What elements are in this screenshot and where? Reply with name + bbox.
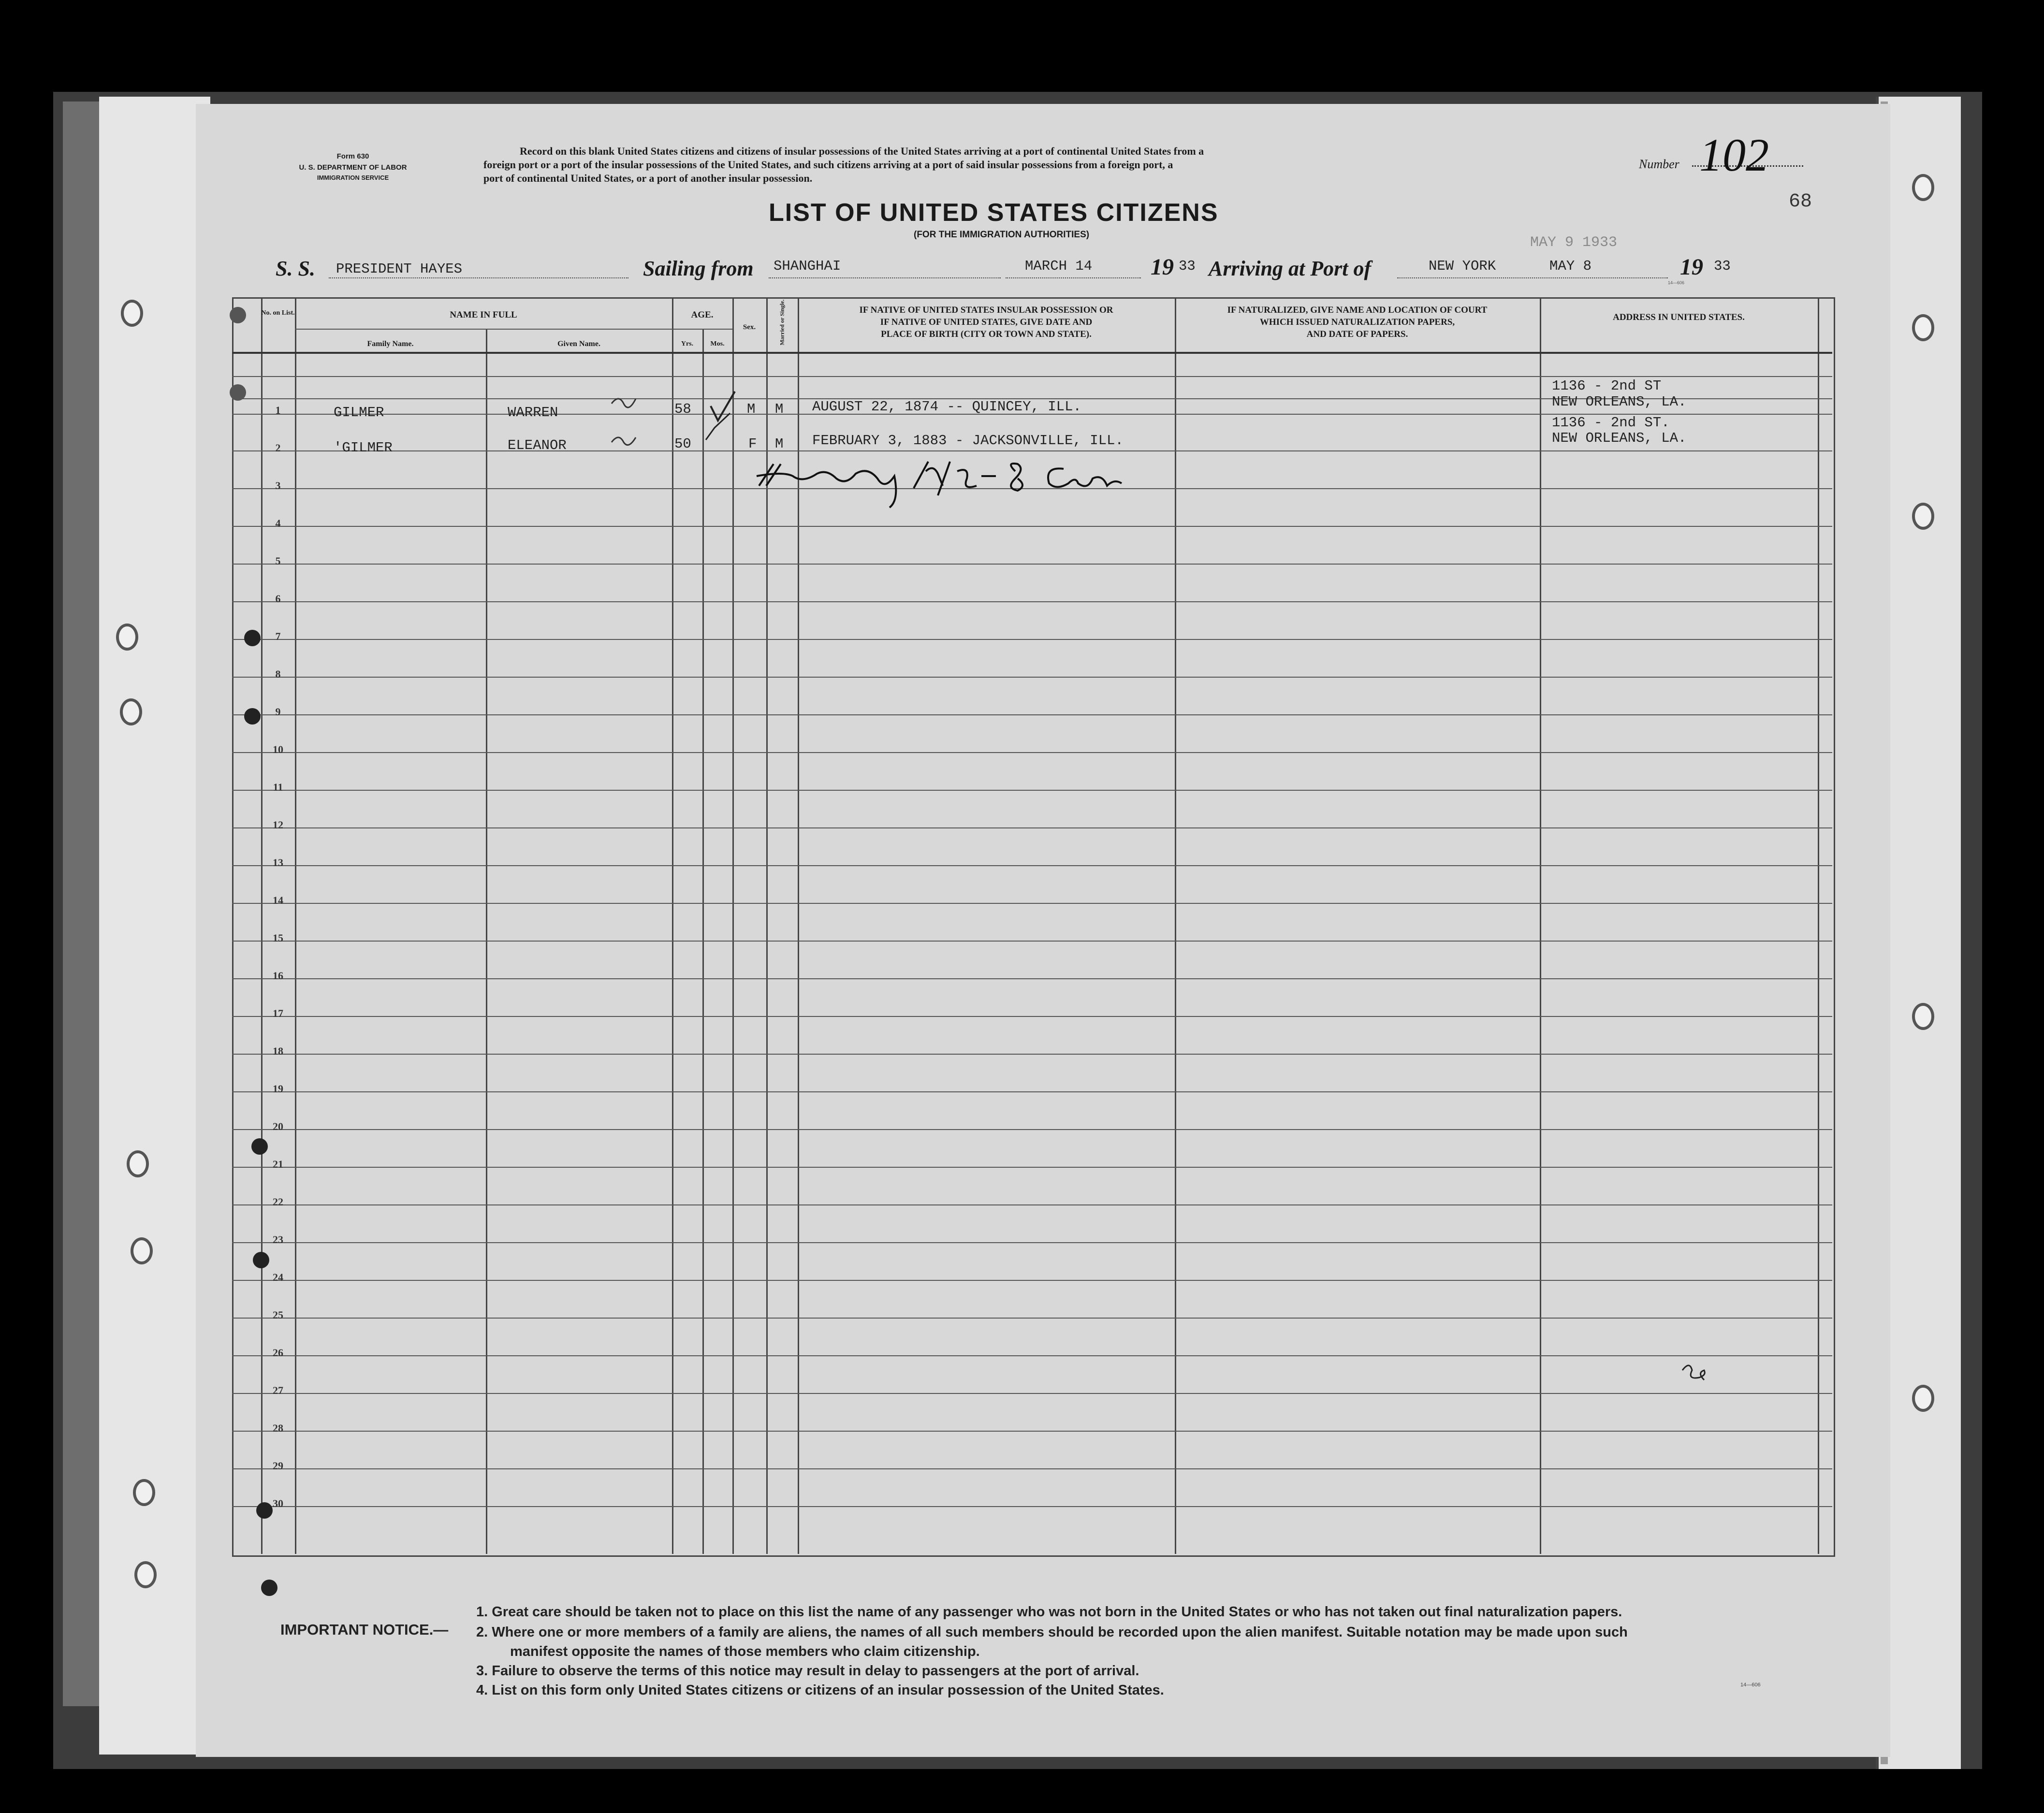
row-number: 4 [275, 517, 281, 529]
row-number: 22 [273, 1196, 283, 1208]
departure-year: 33 [1179, 258, 1196, 274]
col-header-birth-2: IF NATIVE OF UNITED STATES, GIVE DATE AND [880, 317, 1093, 327]
row-rule [232, 526, 1832, 527]
row-rule [232, 1506, 1832, 1507]
row-rule [232, 827, 1832, 828]
col-header-given-name: Given Name. [557, 340, 600, 348]
row-rule [232, 978, 1832, 979]
passenger-1-address-line-2: NEW ORLEANS, LA. [1552, 394, 1687, 410]
punch-hole [230, 307, 246, 323]
row-rule [232, 639, 1832, 640]
row-number: 28 [273, 1422, 283, 1434]
col-header-birth-3: PLACE OF BIRTH (CITY OR TOWN AND STATE). [881, 329, 1092, 339]
row-number: 15 [273, 932, 283, 944]
row-number: 12 [273, 819, 283, 831]
row-rule [232, 1016, 1832, 1017]
page-number: 68 [1789, 191, 1812, 213]
passenger-2-family-name: 'GILMER [334, 440, 393, 456]
row-number: 14 [273, 894, 283, 906]
punch-hole [1912, 1003, 1934, 1030]
notice-item-4: 4. List on this form only United States citizens or citizens of an insular possession of the United States. [476, 1682, 1164, 1698]
document-subtitle: (FOR THE IMMIGRATION AUTHORITIES) [914, 230, 1090, 240]
row-rule [232, 1242, 1832, 1243]
row-number: 5 [275, 555, 281, 567]
punch-hole [131, 1237, 153, 1264]
departure-year-prefix: 19 [1151, 254, 1174, 280]
row-rule [232, 752, 1832, 753]
row-number: 25 [273, 1309, 283, 1321]
row-number: 11 [273, 781, 283, 793]
passenger-1-marital-status: M [775, 401, 784, 417]
passenger-1-family-name: GILMER [334, 405, 384, 421]
passenger-2-address-line-1: 1136 - 2nd ST. [1552, 415, 1670, 431]
passenger-1-birth: AUGUST 22, 1874 -- QUINCEY, ILL. [812, 399, 1081, 415]
arrival-port-line [1397, 277, 1668, 278]
binding-ring [251, 1138, 268, 1155]
form-code-top: 14—606 [1668, 280, 1685, 285]
row-rule [232, 1204, 1832, 1205]
date-stamp: MAY 9 1933 [1530, 234, 1618, 251]
row-rule [232, 790, 1832, 791]
column-divider [732, 297, 734, 1554]
row-number: 21 [273, 1158, 283, 1170]
departure-date-line [1006, 277, 1141, 278]
binding-ring [244, 708, 261, 725]
underlying-sheet [99, 97, 210, 1755]
passenger-1-address-line-1: 1136 - 2nd ST [1552, 378, 1662, 394]
notice-item-2: 2. Where one or more members of a family are aliens, the names of all such members should be recorded upon the alien manifest. Suitable notation may be made upon such [476, 1624, 1628, 1640]
arriving-label: Arriving at Port of [1209, 257, 1372, 280]
sailing-from-line [769, 277, 1001, 278]
row-rule [232, 601, 1832, 602]
instructions-line-3: port of continental United States, or a port of another insular possession. [483, 172, 813, 184]
form-code-bottom: 14—606 [1740, 1682, 1761, 1688]
header-bottom-rule [232, 352, 1832, 354]
col-header-age: AGE. [691, 310, 714, 320]
col-header-months: Mos. [710, 340, 725, 348]
col-header-naturalization-1: IF NATURALIZED, GIVE NAME AND LOCATION OF COURT [1227, 305, 1488, 315]
binding-ring [244, 630, 261, 646]
punch-hole [230, 384, 246, 401]
notice-heading: IMPORTANT NOTICE.— [280, 1621, 449, 1638]
passenger-2-given-name: ELEANOR [508, 437, 567, 453]
passenger-2-address-line-2: NEW ORLEANS, LA. [1552, 430, 1687, 446]
row-rule [232, 1129, 1832, 1130]
binding-ring [256, 1502, 273, 1519]
binding-ring [253, 1252, 269, 1268]
passenger-1-sex: M [747, 401, 756, 417]
row-rule [232, 941, 1832, 942]
handwritten-mark [1678, 1361, 1711, 1385]
punch-hole [116, 624, 138, 651]
row-number: 13 [273, 856, 283, 869]
row-rule [232, 1091, 1832, 1092]
passenger-2-marital-status: M [775, 436, 784, 452]
row-rule [232, 564, 1832, 565]
row-number: 17 [273, 1007, 283, 1019]
col-header-no: No. on List. [261, 309, 295, 317]
ss-label: S. S. [276, 257, 315, 280]
header-subdivider [295, 329, 732, 330]
punch-hole [133, 1479, 155, 1506]
row-number: 8 [275, 668, 281, 680]
row-number: 3 [275, 479, 281, 492]
row-number: 26 [273, 1347, 283, 1359]
list-number: 102 [1699, 129, 1769, 181]
row-number: 23 [273, 1233, 283, 1246]
punch-hole [134, 1561, 157, 1588]
departure-date: MARCH 14 [1025, 258, 1093, 274]
department-name: U. S. DEPARTMENT OF LABOR [299, 163, 407, 172]
arrival-port: NEW YORK [1429, 258, 1496, 274]
row-rule [232, 1318, 1832, 1319]
document-title: LIST OF UNITED STATES CITIZENS [769, 199, 1219, 227]
passenger-1-given-name: WARREN [508, 405, 558, 421]
arrival-year: 33 [1714, 258, 1731, 274]
row-rule [232, 376, 1832, 377]
column-divider [672, 297, 673, 1554]
punch-hole [121, 300, 143, 327]
row-number: 24 [273, 1271, 283, 1283]
row-rule [232, 903, 1832, 904]
row-rule [232, 677, 1832, 678]
row-number: 9 [275, 706, 281, 718]
arrival-year-prefix: 19 [1680, 254, 1703, 280]
column-divider [1818, 297, 1819, 1554]
ship-name-line [329, 277, 628, 278]
col-header-naturalization-3: AND DATE OF PAPERS. [1306, 329, 1408, 339]
row-rule [232, 714, 1832, 715]
handwritten-annotation [754, 457, 1262, 510]
instructions-line-1: Record on this blank United States citizens and citizens of insular possessions of the United States arriving at a port of continental United States from a [520, 145, 1204, 157]
row-number: 30 [273, 1497, 283, 1509]
punch-hole [127, 1150, 149, 1177]
row-rule [232, 1167, 1832, 1168]
form-number: Form 630 [336, 152, 369, 160]
col-header-birth-1: IF NATIVE OF UNITED STATES INSULAR POSSESSION OR [859, 305, 1113, 315]
notice-item-2-continued: manifest opposite the names of those members who claim citizenship. [510, 1644, 980, 1659]
sailing-from-port: SHANGHAI [774, 258, 841, 274]
row-number: 18 [273, 1045, 283, 1057]
row-rule [232, 1355, 1832, 1356]
instructions-line-2: foreign port or a port of the insular possessions of the United States, and such citizens arriving at a port of said insular possessions from a foreign port, a [483, 159, 1173, 171]
sailing-from-label: Sailing from [643, 257, 754, 280]
row-number: 16 [273, 970, 283, 982]
row-number: 10 [273, 743, 283, 755]
handwritten-check-marks [696, 387, 754, 445]
row-rule [232, 1431, 1832, 1432]
punch-hole [120, 698, 142, 725]
notice-item-1: 1. Great care should be taken not to place on this list the name of any passenger who was not born in the United States or who has not taken out final naturalization papers. [476, 1604, 1622, 1620]
row-rule [232, 1393, 1832, 1394]
passenger-2-sex: F [748, 436, 757, 452]
punch-hole [1912, 503, 1934, 530]
binder-spine [63, 102, 99, 1706]
passenger-1-age: 58 [674, 401, 691, 417]
passenger-2-birth: FEBRUARY 3, 1883 - JACKSONVILLE, ILL. [812, 433, 1124, 449]
row-number: 20 [273, 1120, 283, 1132]
handwritten-age-marks [609, 392, 638, 454]
ship-name: PRESIDENT HAYES [336, 261, 463, 277]
col-header-years: Yrs. [681, 340, 694, 348]
col-header-name-in-full: NAME IN FULL [450, 310, 517, 320]
service-name: IMMIGRATION SERVICE [317, 174, 389, 181]
row-rule [232, 1468, 1832, 1469]
column-divider [295, 297, 296, 1554]
row-number: 1 [275, 404, 281, 416]
arrival-date: MAY 8 [1549, 258, 1592, 274]
row-number: 6 [275, 593, 281, 605]
notice-item-3: 3. Failure to observe the terms of this notice may result in delay to passengers at the port of arrival. [476, 1663, 1139, 1679]
column-divider [1540, 297, 1541, 1554]
row-rule [232, 450, 1832, 451]
binding-ring [261, 1580, 277, 1596]
row-number: 27 [273, 1384, 283, 1396]
row-number: 2 [275, 442, 281, 454]
row-rule [232, 1054, 1832, 1055]
col-header-married: Married or Single. [778, 299, 786, 346]
row-rule [232, 1280, 1832, 1281]
punch-hole [1912, 1385, 1934, 1412]
row-number: 7 [275, 630, 281, 642]
col-header-sex: Sex. [743, 323, 756, 331]
number-label: Number [1639, 157, 1679, 171]
punch-hole [1912, 314, 1934, 341]
punch-hole [1912, 174, 1934, 201]
passenger-2-age: 50 [674, 436, 691, 452]
col-header-naturalization-2: WHICH ISSUED NATURALIZATION PAPERS, [1259, 317, 1455, 327]
col-header-address: ADDRESS IN UNITED STATES. [1613, 312, 1745, 322]
row-number: 29 [273, 1460, 283, 1472]
col-header-family-name: Family Name. [367, 340, 414, 348]
row-number: 19 [273, 1083, 283, 1095]
column-divider [261, 297, 263, 1554]
row-rule [232, 865, 1832, 866]
